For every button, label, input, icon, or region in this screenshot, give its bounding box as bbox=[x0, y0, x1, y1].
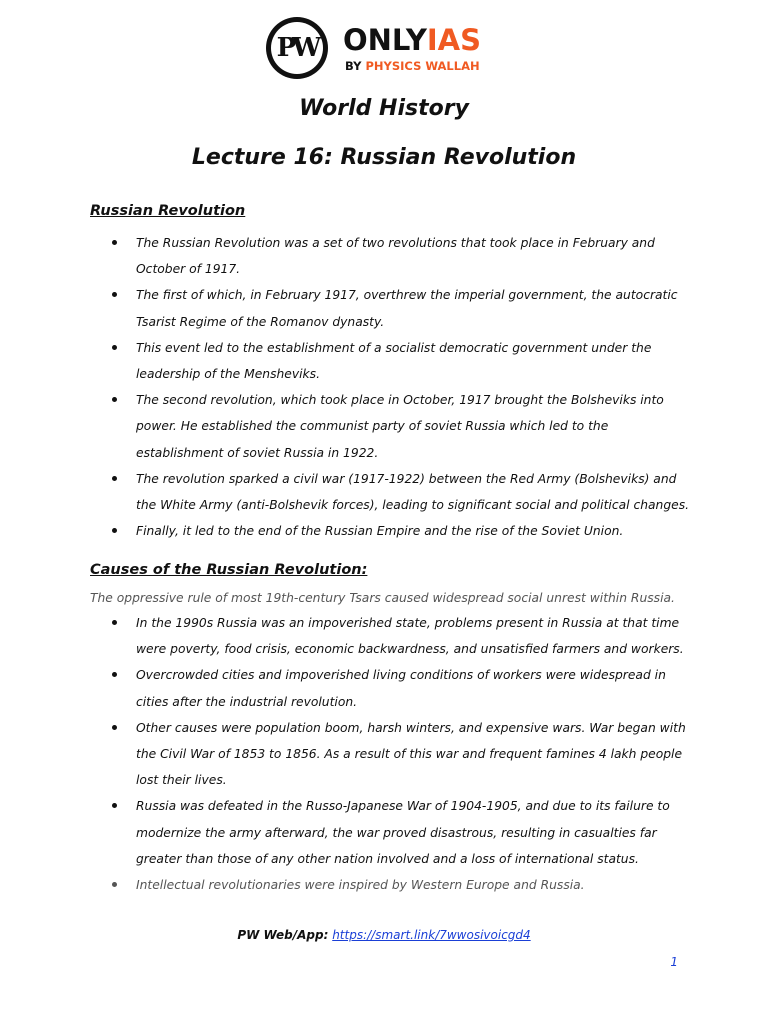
causes-bullet-list bbox=[90, 610, 690, 898]
bullet-icon bbox=[112, 476, 117, 481]
page-number: 1 bbox=[670, 955, 678, 969]
bullet-icon bbox=[112, 803, 117, 808]
bullet-icon bbox=[112, 882, 117, 887]
page-footer bbox=[0, 928, 768, 942]
footer-link[interactable]: https://smart.link/7wwosivoicgd4 bbox=[332, 928, 531, 942]
list-item: This event led to the establishment of a socialist democratic government under the leadership of the Mensheviks. bbox=[90, 335, 690, 387]
pw-emblem-text: PW bbox=[276, 33, 318, 63]
bullet-icon bbox=[112, 672, 117, 677]
causes-intro-text: The oppressive rule of most 19th-century Tsars caused widespread social unrest within Russia. bbox=[90, 591, 675, 605]
section-heading-russian-revolution: Russian Revolution bbox=[90, 203, 246, 219]
section-heading-causes: Causes of the Russian Revolution: bbox=[90, 562, 368, 578]
pw-onlyias-logo bbox=[266, 17, 496, 83]
list-item: In the 1990s Russia was an impoverished state, problems present in Russia at that time were poverty, food crisis, economic backwardness, and unsatisfied farmers and workers. bbox=[90, 610, 690, 662]
footer-label: PW Web/App: bbox=[237, 928, 329, 942]
list-item: Russia was defeated in the Russo-Japanese War of 1904-1905, and due to its failure to modernize the army afterward, the war proved disastrous, resulting in casualties far greater than those of any other nation involved and a loss of international status. bbox=[90, 793, 690, 872]
list-item: Finally, it led to the end of the Russian Empire and the rise of the Soviet Union. bbox=[90, 518, 690, 544]
list-item: The revolution sparked a civil war (1917-1922) between the Red Army (Bolsheviks) and the White Army (anti-Bolshevik forces), leading to significant social and political changes. bbox=[90, 466, 690, 518]
bullet-icon bbox=[112, 345, 117, 350]
list-item: Other causes were population boom, harsh winters, and expensive wars. War began with the Civil War of 1853 to 1856. As a result of this war and frequent famines 4 lakh people lost their lives. bbox=[90, 715, 690, 794]
bullet-icon bbox=[112, 240, 117, 245]
brand-name: ONLYIAS bbox=[343, 23, 482, 57]
pw-emblem-icon bbox=[266, 17, 328, 79]
subject-title: World History bbox=[299, 96, 469, 121]
list-item: The Russian Revolution was a set of two revolutions that took place in February and October of 1917. bbox=[90, 230, 690, 282]
russian-revolution-bullet-list bbox=[90, 230, 690, 544]
list-item: The first of which, in February 1917, overthrew the imperial government, the autocratic Tsarist Regime of the Romanov dynasty. bbox=[90, 282, 690, 334]
bullet-icon bbox=[112, 292, 117, 297]
bullet-icon bbox=[112, 725, 117, 730]
brand-subtitle: BY PHYSICS WALLAH bbox=[345, 59, 480, 73]
bullet-icon bbox=[112, 397, 117, 402]
lecture-title: Lecture 16: Russian Revolution bbox=[191, 145, 577, 170]
bullet-icon bbox=[112, 528, 117, 533]
bullet-icon bbox=[112, 620, 117, 625]
list-item: Intellectual revolutionaries were inspired by Western Europe and Russia. bbox=[90, 872, 690, 898]
list-item: The second revolution, which took place in October, 1917 brought the Bolsheviks into power. He established the communist party of soviet Russia which led to the establishment of soviet Russia in 1922. bbox=[90, 387, 690, 466]
list-item: Overcrowded cities and impoverished living conditions of workers were widespread in cities after the industrial revolution. bbox=[90, 662, 690, 714]
